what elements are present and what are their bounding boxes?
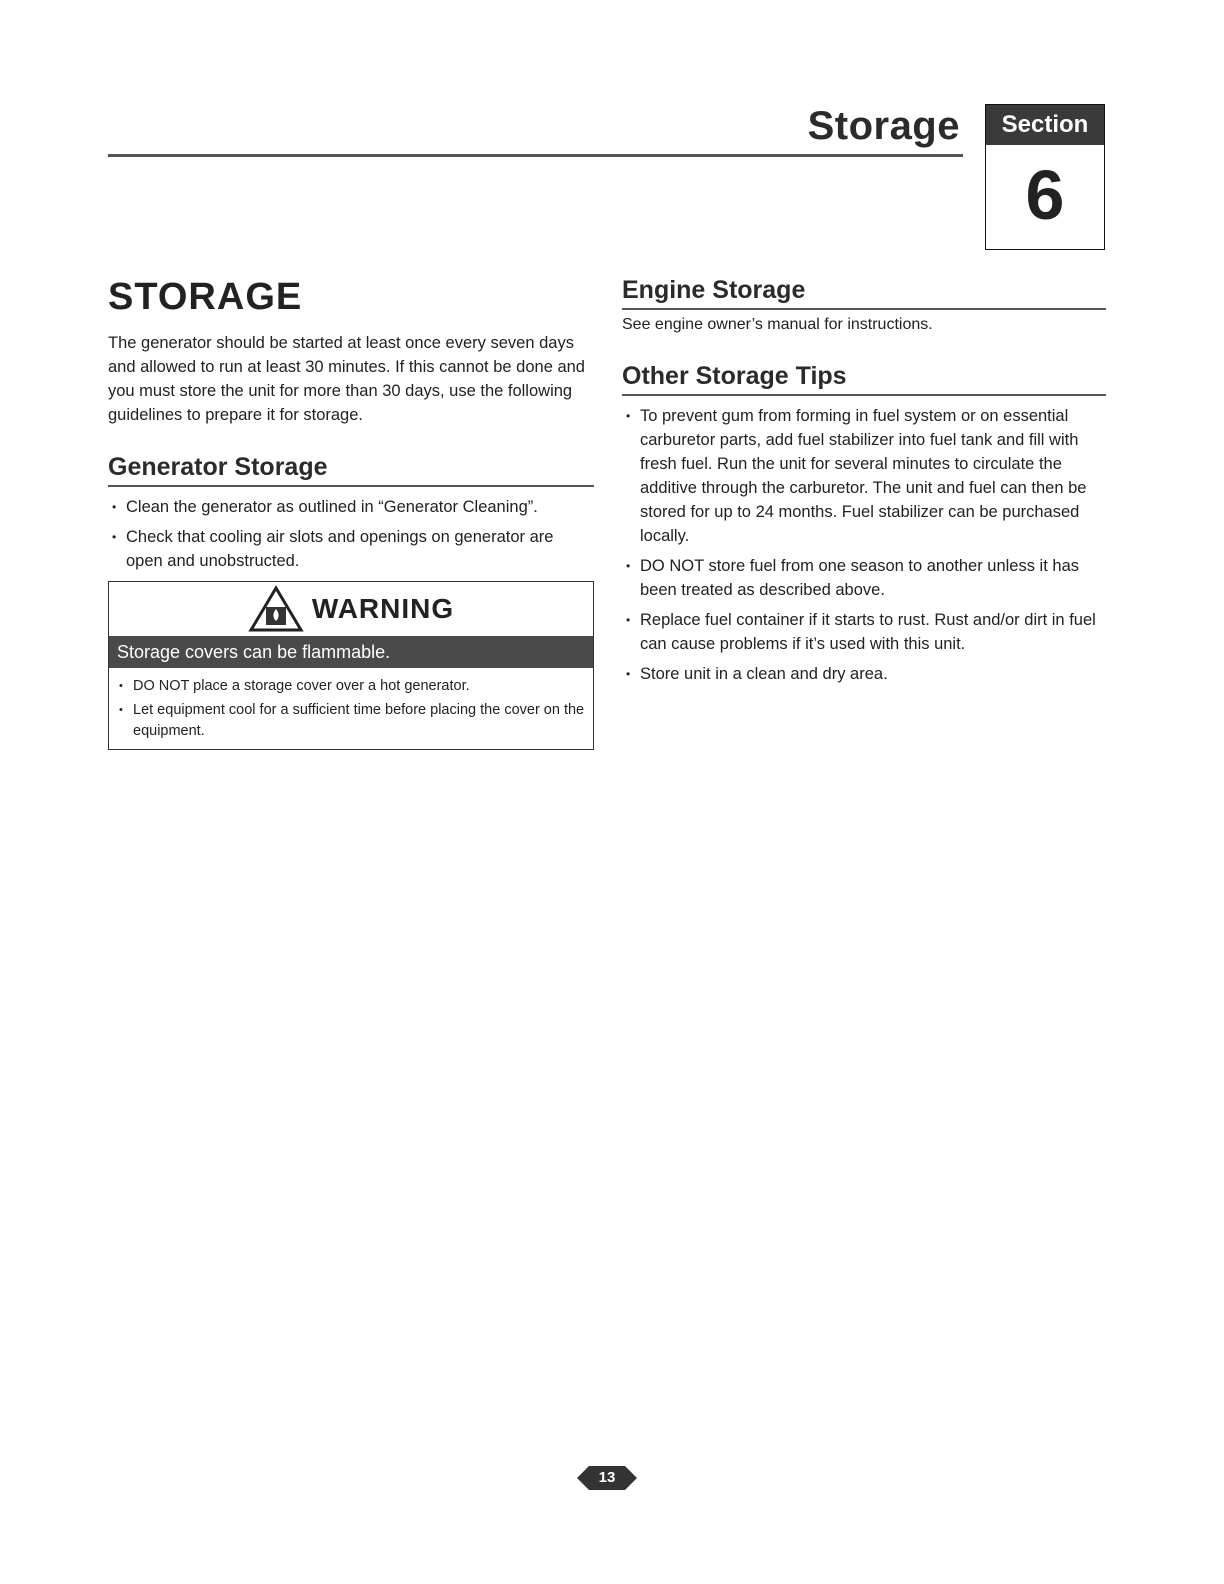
generator-storage-list bbox=[108, 495, 594, 573]
right-column bbox=[622, 276, 1106, 692]
list-item: • DO NOT place a storage cover over a hot generator. bbox=[117, 676, 585, 697]
section-label: Section bbox=[986, 105, 1104, 145]
engine-storage-text: See engine owner’s manual for instructions. bbox=[622, 316, 933, 333]
generator-storage-heading: Generator Storage bbox=[108, 453, 594, 487]
page-heading: STORAGE bbox=[108, 276, 303, 318]
list-item: • Clean the generator as outlined in “Generator Cleaning”. bbox=[108, 495, 594, 519]
section-box bbox=[985, 104, 1105, 250]
other-storage-tips-list bbox=[622, 404, 1106, 686]
other-storage-tips-heading: Other Storage Tips bbox=[622, 362, 1106, 396]
header-title: Storage bbox=[807, 104, 960, 148]
page-number: 13 bbox=[598, 1469, 616, 1486]
engine-storage-heading: Engine Storage bbox=[622, 276, 1106, 310]
warning-list bbox=[109, 668, 593, 749]
warning-title: WARNING bbox=[311, 593, 455, 624]
list-item: • Check that cooling air slots and openings on generator are open and unobstructed. bbox=[108, 525, 594, 573]
list-item: • Replace fuel container if it starts to rust. Rust and/or dirt in fuel can cause problems if it’s used with this unit. bbox=[622, 608, 1106, 656]
list-item: • Let equipment cool for a sufficient time before placing the cover on the equipment. bbox=[117, 700, 585, 742]
warning-box bbox=[108, 581, 594, 750]
warning-title-row bbox=[109, 582, 593, 636]
list-item: • To prevent gum from forming in fuel system or on essential carburetor parts, add fuel stabilizer into fuel tank and fill with fresh fuel. Run the unit for several minutes to circulate the additive through the carburetor. The unit and fuel can then be stored for up to 24 months. Fuel stabilizer can be purchased locally. bbox=[622, 404, 1106, 548]
section-number: 6 bbox=[1025, 156, 1065, 234]
list-item: • Store unit in a clean and dry area. bbox=[622, 662, 1106, 686]
warning-bar: Storage covers can be flammable. bbox=[109, 636, 593, 668]
header-rule bbox=[108, 154, 963, 157]
left-column bbox=[108, 276, 594, 750]
list-item: • DO NOT store fuel from one season to another unless it has been treated as described above. bbox=[622, 554, 1106, 602]
fire-hazard-warning-icon bbox=[248, 585, 304, 633]
intro-paragraph: The generator should be started at least once every seven days and allowed to run at least 30 minutes. If this cannot be done and you must store the unit for more than 30 days, use the following guidelines to prepare it for storage. bbox=[108, 334, 585, 424]
